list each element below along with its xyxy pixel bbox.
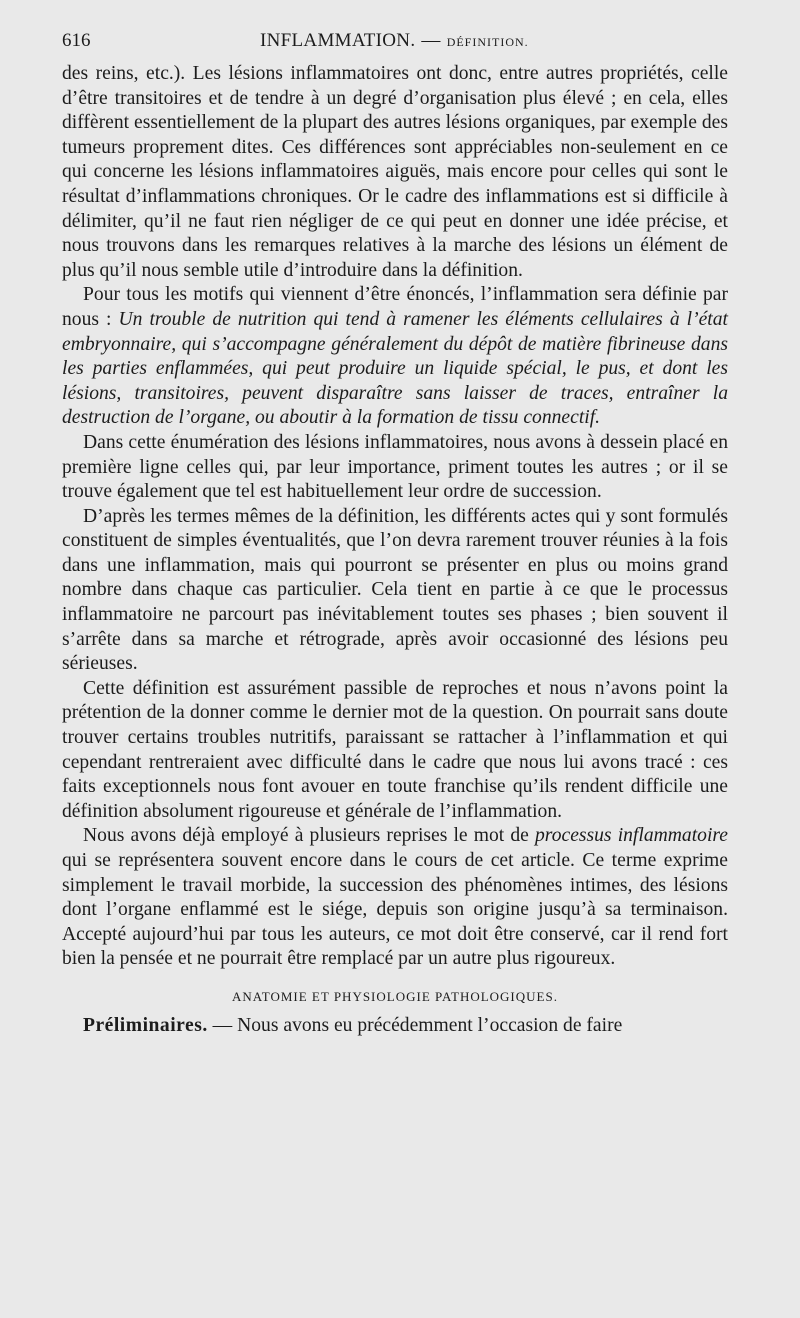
running-title: [260, 30, 529, 52]
last-dash: —: [207, 1014, 238, 1036]
paragraph-3: Dans cette énumération des lésions inflammatoires, nous avons à dessein placé en première ligne celles qui, par leur importance, priment toutes les autres ; or il se trouve également que tel est habituellement leur ordre de succession.: [62, 431, 728, 503]
paragraph-6: [62, 824, 728, 972]
section-heading: ANATOMIE ET PHYSIOLOGIE PATHOLOGIQUES.: [232, 988, 558, 1004]
page-number: 616: [62, 30, 91, 51]
paragraph-4: D’après les termes mêmes de la définition, les différents actes qui y sont formulés constituent de simples éventualités, que l’on devra rarement trouver réunies à la fois dans une inflammation, mais qui pourront se présenter en plus ou moins grand nombre dans chaque cas particulier. Cela tient en partie à ce que le processus inflammatoire ne parcourt pas inévitablement toutes ses phases ; bien souvent il s’arrête dans sa marche et rétrograde, après avoir occasionné des lésions peu sérieuses.: [62, 505, 728, 675]
paragraph-2: [62, 283, 728, 431]
text-body: [62, 62, 728, 1039]
running-header: [62, 30, 732, 56]
p6-part-b: qui se représentera souvent encore dans le cours de cet article. Ce terme exprime simplement le travail morbide, la succession des phénomènes intimes, des lésions dont l’organe enflammé est le siége, depuis son origine jusqu’à sa terminaison. Accepté aujourd’hui par tous les auteurs, ce mot doit être conservé, car il rend fort bien la pensée et ne pourrait être remplacé par un autre plus rigoureux.: [62, 850, 728, 970]
header-title: INFLAMMATION.: [260, 30, 416, 51]
p6-part-a: Nous avons déjà employé à plusieurs reprises le mot de: [83, 825, 535, 847]
preliminaires-label: Préliminaires.: [83, 1014, 208, 1036]
processus-term: processus inflammatoire: [535, 825, 728, 847]
definition-intro: Pour tous les motifs qui viennent d’être énoncés, l’inflammation sera définie par nous :: [62, 284, 728, 330]
paragraph-5: Cette définition est assurément passible de reproches et nous n’avons point la prétention de la donner comme le dernier mot de la question. On pourrait sans doute trouver certains troubles nutritifs, paraissant se rattacher à l’inflammation et qui cependant rentreraient avec difficulté dans le cadre que nous lui avons tracé : ces faits exceptionnels nous font avouer en toute franchise qu’ils rendent difficile une définition absolument rigoureuse et générale de l’inflammation.: [62, 677, 728, 822]
definition-text: Un trouble de nutrition qui tend à ramener les éléments cellulaires à l’état embryonnaire, qui s’accompagne généralement du dépôt de matière fibrineuse dans les parties enflammées, qui peut produire un liquide spécial, le pus, et dont les lésions, transitoires, peuvent disparaître sans laisser de traces, entraîner la destruction de l’organe, ou aboutir à la formation de tissu connectif.: [62, 308, 728, 429]
last-paragraph: [62, 1014, 728, 1039]
header-section: DÉFINITION.: [446, 35, 529, 49]
last-text: Nous avons eu précédemment l’occasion de faire: [237, 1014, 623, 1036]
paragraph-1: des reins, etc.). Les lésions inflammatoires ont donc, entre autres propriétés, celle d’être transitoires et de tendre à un degré d’organisation plus élevé ; en cela, elles diffèrent essentiellement de la plupart des autres lésions organiques, par exemple des tumeurs proprement dites. Ces différences sont appréciables non-seulement en ce qui concerne les lésions inflammatoires aiguës, mais encore pour celles qui sont le résultat d’inflammations chroniques. Or le cadre des inflammations est si difficile à délimiter, qu’il ne faut rien négliger de ce qui peut en donner une idée précise, et nous trouvons dans les remarques relatives à la marche des lésions un élément de plus qu’il nous semble utile d’introduire dans la définition.: [62, 63, 728, 281]
header-dash: —: [421, 30, 441, 51]
